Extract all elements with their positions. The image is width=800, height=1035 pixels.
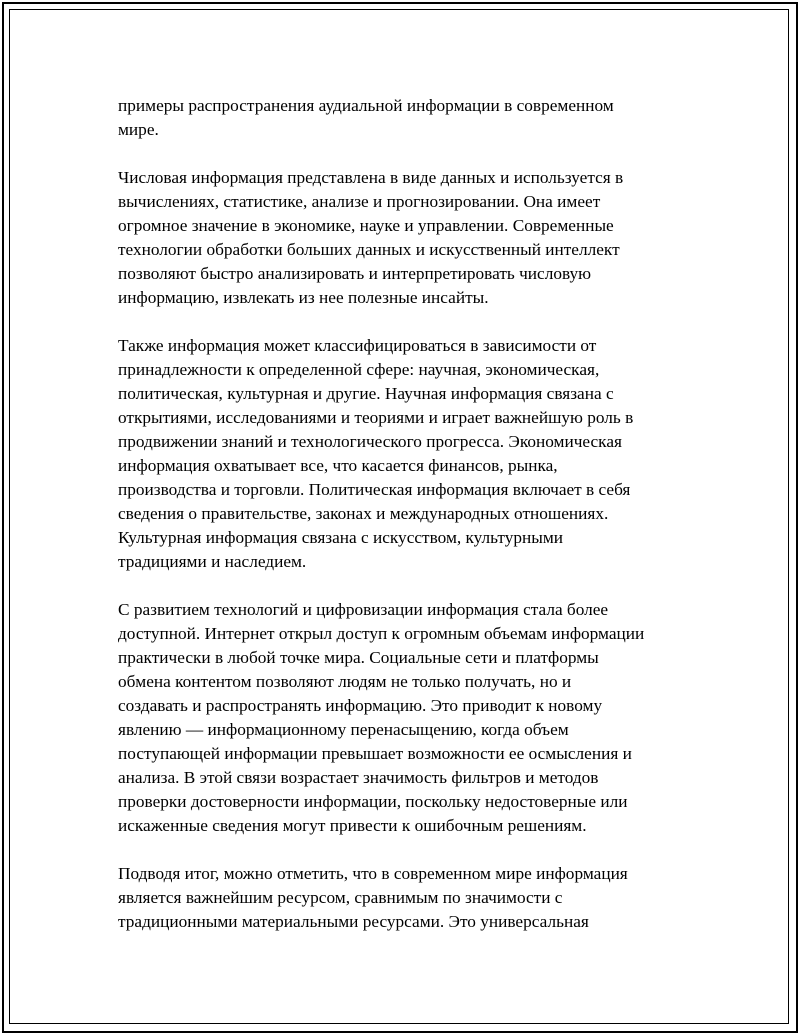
document-body bbox=[118, 94, 688, 934]
paragraph: примеры распространения аудиальной информации в современном мире. bbox=[118, 96, 614, 139]
paragraph: Подводя итог, можно отметить, что в современном мире информация является важнейшим ресурсом, сравнимым по значимости с традиционными материальными ресурсами. Это универсальная bbox=[118, 864, 628, 931]
paragraph: Числовая информация представлена в виде данных и используется в вычислениях, статистике, анализе и прогнозировании. Она имеет огромное значение в экономике, науке и управлении. Современные технологии обработки больших данных и искусственный интеллект позволяют быстро анализировать и интерпретировать числовую информацию, извлекать из нее полезные инсайты. bbox=[118, 168, 624, 307]
paragraph: С развитием технологий и цифровизации информация стала более доступной. Интернет открыл доступ к огромным объемам информации практически в любой точке мира. Социальные сети и платформы обмена контентом позволяют людям не только получать, но и создавать и распространять информацию. Это приводит к новому явлению — информационному перенасыщению, когда объем поступающей информации превышает возможности ее осмысления и анализа. В этой связи возрастает значимость фильтров и методов проверки достоверности информации, поскольку недостоверные или искаженные сведения могут привести к ошибочным решениям. bbox=[118, 600, 645, 835]
paragraph: Также информация может классифицироваться в зависимости от принадлежности к определенной сфере: научная, экономическая, политическая, культурная и другие. Научная информация связана с открытиями, исследованиями и теориями и играет важнейшую роль в продвижении знаний и технологического прогресса. Экономическая информация охватывает все, что касается финансов, рынка, производства и торговли. Политическая информация включает в себя сведения о правительстве, законах и международных отношениях. Культурная информация связана с искусством, культурными традициями и наследием. bbox=[118, 336, 634, 571]
